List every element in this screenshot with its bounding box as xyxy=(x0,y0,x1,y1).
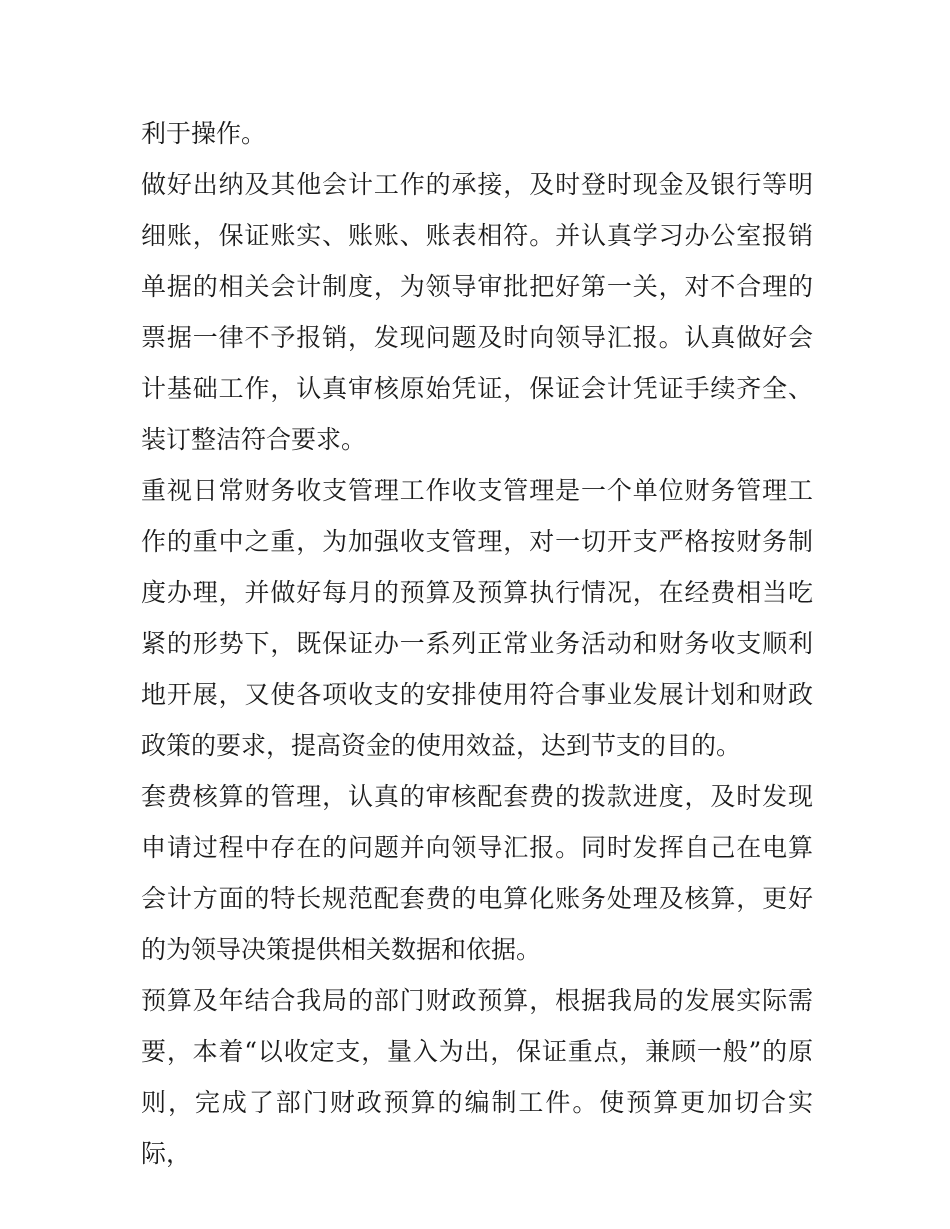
document-body xyxy=(141,108,813,1179)
paragraph-cashier-handover: 做好出纳及其他会计工作的承接，及时登时现金及银行等明细账，保证账实、账账、账表相符。并认真学习办公室报销单据的相关会计制度，为领导审批把好第一关，对不合理的票据一律不予报销，发现问题及时向领导汇报。认真做好会计基础工作，认真审核原始凭证，保证会计凭证手续齐全、装订整洁符合要求。 xyxy=(141,170,813,454)
paragraph-budget: 预算及年结合我局的部门财政预算，根据我局的发展实际需要，本着“以收定支，量入为出，保证重点，兼顾一般”的原则，完成了部门财政预算的编制工件。使预算更加切合实际， xyxy=(141,986,813,1168)
paragraph-supporting-fee: 套费核算的管理，认真的审核配套费的拨款进度，及时发现申请过程中存在的问题并向领导汇报。同时发挥自己在电算会计方面的特长规范配套费的电算化账务处理及核算，更好的为领导决策提供相关数据和依据。 xyxy=(141,782,813,964)
paragraph-continuation: 利于操作。 xyxy=(141,119,267,148)
paragraph-revenue-expenditure: 重视日常财务收支管理工作收支管理是一个单位财务管理工作的重中之重，为加强收支管理，对一切开支严格按财务制度办理，并做好每月的预算及预算执行情况，在经费相当吃紧的形势下，既保证办一系列正常业务活动和财务收支顺利地开展，又使各项收支的安排使用符合事业发展计划和财政政策的要求，提高资金的使用效益，达到节支的目的。 xyxy=(141,476,813,760)
